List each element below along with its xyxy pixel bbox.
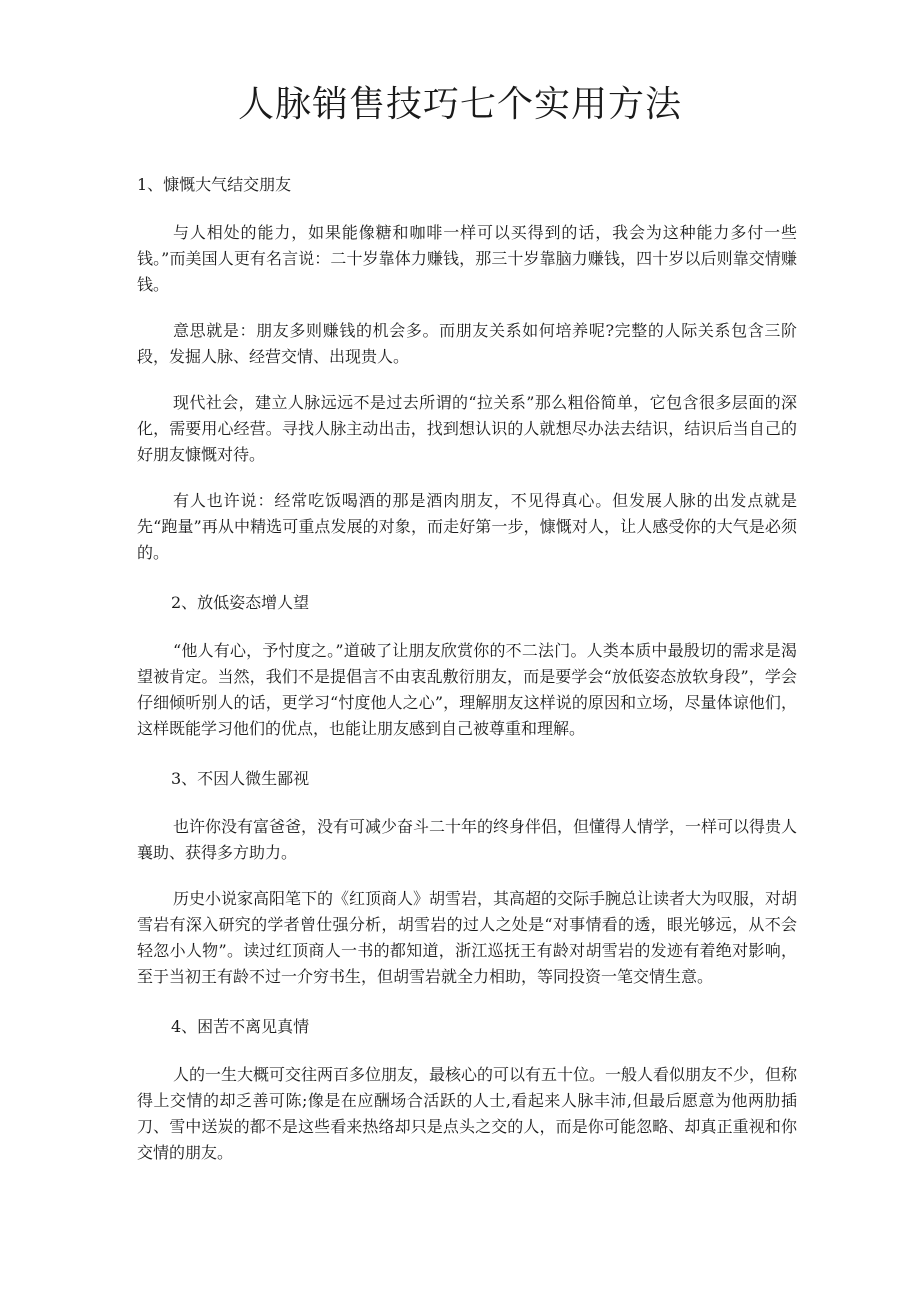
paragraph: 现代社会，建立人脉远远不是过去所谓的“拉关系”那么粗俗简单，它包含很多层面的深化，需要用心经营。寻找人脉主动出击，找到想认识的人就想尽办法去结识，结识后当自己的好朋友慷慨对待。 — [137, 393, 797, 464]
paragraph: 有人也许说：经常吃饭喝酒的那是酒肉朋友，不见得真心。但发展人脉的出发点就是先“跑量”再从中精选可重点发展的对象，而走好第一步，慷慨对人，让人感受你的大气是必须的。 — [137, 491, 797, 562]
section-heading: 4、困苦不离见真情 — [171, 1017, 310, 1036]
paragraph: 也许你没有富爸爸，没有可减少奋斗二十年的终身伴侣，但懂得人情学，一样可以得贵人襄助、获得多方助力。 — [137, 817, 798, 862]
section-heading: 3、不因人微生鄙视 — [171, 769, 310, 788]
section-3 — [137, 762, 797, 990]
document-title: 人脉销售技巧七个实用方法 — [237, 84, 682, 125]
paragraph: 与人相处的能力，如果能像糖和咖啡一样可以买得到的话，我会为这种能力多付一些钱。”而美国人更有名言说：二十岁靠体力赚钱，那三十岁靠脑力赚钱，四十岁以后则靠交情赚钱。 — [137, 223, 797, 294]
section-1 — [137, 168, 797, 566]
paragraph: 历史小说家高阳笔下的《红顶商人》胡雪岩，其高超的交际手腕总让读者大为叹服，对胡雪岩有深入研究的学者曾仕强分析，胡雪岩的过人之处是“对事情看的透，眼光够远，从不会轻忽小人物”。读过红顶商人一书的都知道，浙江巡抚王有龄对胡雪岩的发迹有着绝对影响，至于当初王有龄不过一介穷书生，但胡雪岩就全力相助，等同投资一笔交情生意。 — [137, 889, 798, 986]
paragraph: “他人有心，予忖度之。”道破了让朋友欣赏你的不二法门。人类本质中最殷切的需求是渴望被肯定。当然，我们不是提倡言不由衷乱敷衍朋友，而是要学会“放低姿态放软身段”，学会仔细倾听别人的话，更学习“忖度他人之心”，理解朋友这样说的原因和立场，尽量体谅他们，这样既能学习他们的优点，也能让朋友感到自己被尊重和理解。 — [137, 641, 797, 738]
section-heading: 1、慷慨大气结交朋友 — [137, 175, 292, 194]
section-4 — [137, 1010, 797, 1166]
paragraph: 人的一生大概可交往两百多位朋友，最核心的可以有五十位。一般人看似朋友不少，但称得上交情的却乏善可陈;像是在应酬场合活跃的人士,看起来人脉丰沛,但最后愿意为他两肋插刀、雪中送炭的都不是这些看来热络却只是点头之交的人，而是你可能忽略、却真正重视和你交情的朋友。 — [137, 1065, 798, 1162]
document-body — [137, 168, 797, 1186]
paragraph: 意思就是：朋友多则赚钱的机会多。而朋友关系如何培养呢?完整的人际关系包含三阶段，发掘人脉、经营交情、出现贵人。 — [137, 321, 797, 366]
section-heading: 2、放低姿态增人望 — [171, 593, 310, 612]
section-2 — [137, 586, 797, 742]
